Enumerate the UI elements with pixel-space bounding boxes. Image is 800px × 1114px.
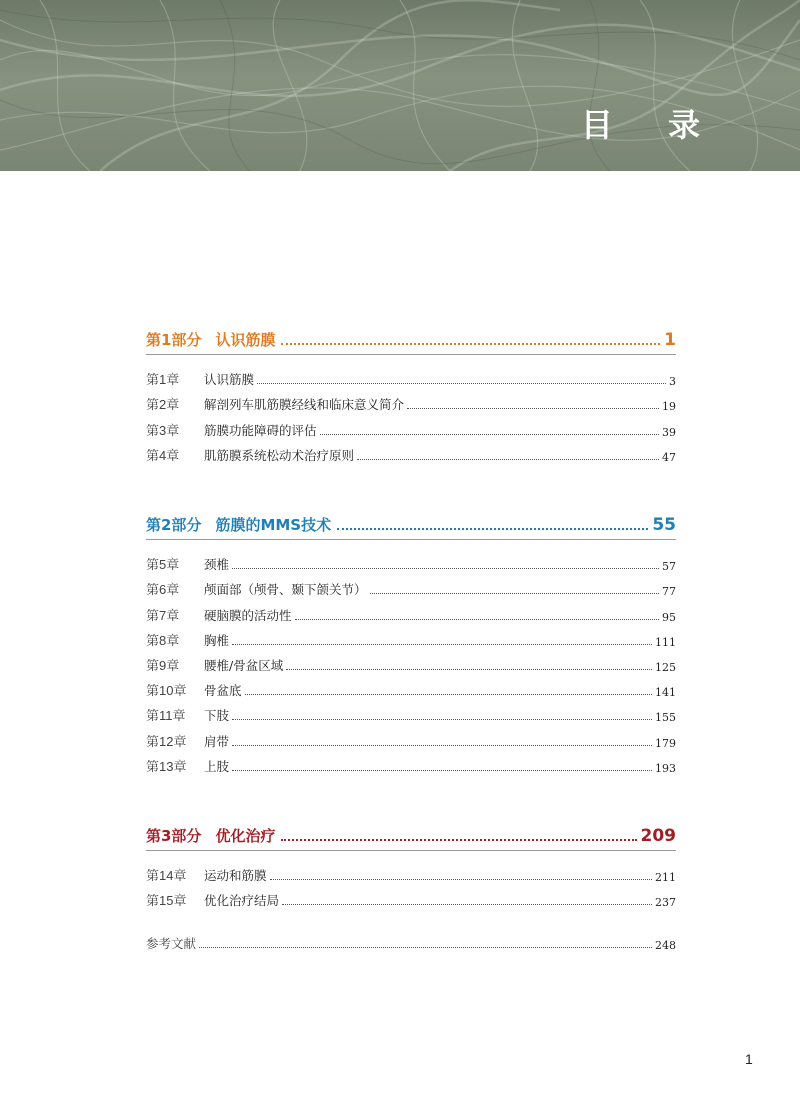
chapter-entry[interactable] [146,388,676,413]
chapter-number: 第11章 [146,708,186,724]
chapter-page: 193 [655,761,676,775]
leader-dots [270,879,652,880]
chapter-number: 第10章 [146,683,187,699]
chapter-title: 优化治疗结局 [204,893,280,909]
chapter-page: 211 [655,871,676,885]
chapter-title: 筋膜功能障碍的评估 [204,422,317,438]
chapter-title: 颈椎 [204,557,230,573]
part-2-section [146,507,676,775]
chapter-page: 141 [655,686,676,700]
chapter-page: 3 [669,375,676,389]
chapter-number: 第13章 [146,758,187,774]
chapter-title: 运动和筋膜 [204,868,267,884]
references-page: 248 [655,939,676,952]
chapter-number: 第1章 [146,372,180,388]
chapter-title: 上肢 [204,758,230,774]
chapter-page: 95 [662,610,676,624]
part-number: 第3部分 [146,827,202,845]
leader-dots [286,669,652,670]
leader-dots [281,839,636,841]
leader-dots [337,528,648,530]
divider [146,539,676,540]
part-heading[interactable] [146,507,676,535]
chapter-number: 第6章 [146,582,180,598]
chapter-entry[interactable] [146,859,676,884]
chapter-entry[interactable] [146,363,676,388]
chapter-title: 胸椎 [204,632,230,648]
chapter-number: 第9章 [146,657,180,673]
chapter-number: 第12章 [146,733,187,749]
page-title: 目 录 [580,106,722,144]
part-3-section [146,818,676,909]
leader-dots [407,408,659,409]
chapter-entry[interactable] [146,624,676,649]
chapter-number: 第2章 [146,397,180,413]
divider [146,354,676,355]
chapter-page: 77 [662,585,676,599]
leader-dots [232,644,652,645]
chapter-title: 肩带 [204,733,230,749]
references-entry[interactable] [146,930,676,952]
part-title: 认识筋膜 [215,331,276,349]
part-heading[interactable] [146,322,676,350]
leader-dots [281,343,660,345]
chapter-number: 第7章 [146,607,180,623]
chapter-page: 19 [662,400,676,414]
chapter-entry[interactable] [146,884,676,909]
part-title: 筋膜的MMS技术 [215,516,332,534]
leader-dots [257,383,666,384]
chapter-number: 第15章 [146,893,187,909]
chapter-entry[interactable] [146,548,676,573]
chapter-page: 179 [655,736,676,750]
leader-dots [295,619,659,620]
chapter-title: 硬脑膜的活动性 [204,607,292,623]
leader-dots [232,568,659,569]
chapter-page: 155 [655,711,676,725]
leader-dots [232,719,652,720]
chapter-page: 39 [662,425,676,439]
chapter-number: 第14章 [146,868,187,884]
leader-dots [232,770,652,771]
leader-dots [199,947,652,948]
chapter-entry[interactable] [146,699,676,724]
chapter-entry[interactable] [146,724,676,749]
chapter-entry[interactable] [146,750,676,775]
chapter-title: 下肢 [204,708,230,724]
leader-dots [357,459,659,460]
part-number: 第2部分 [146,516,202,534]
part-page: 55 [652,515,676,535]
chapter-title: 腰椎/骨盆区域 [204,657,284,673]
part-page: 1 [664,330,676,350]
part-1-section [146,322,676,464]
chapter-number: 第5章 [146,557,180,573]
leader-dots [370,593,659,594]
chapter-entry[interactable] [146,598,676,623]
chapter-title: 解剖列车肌筋膜经线和临床意义简介 [204,397,405,413]
chapter-entry[interactable] [146,413,676,438]
chapter-title: 肌筋膜系统松动术治疗原则 [204,447,355,463]
chapter-number: 第3章 [146,422,180,438]
references-title: 参考文献 [146,937,197,951]
chapter-page: 125 [655,660,676,674]
chapter-title: 骨盆底 [204,683,242,699]
chapter-title: 认识筋膜 [204,372,255,388]
header-banner [0,0,800,171]
chapter-number: 第8章 [146,632,180,648]
leader-dots [282,904,652,905]
leader-dots [320,434,659,435]
chapter-entry[interactable] [146,439,676,464]
chapter-entry[interactable] [146,674,676,699]
chapter-number: 第4章 [146,447,180,463]
leader-dots [232,745,652,746]
leader-dots [245,694,652,695]
part-heading[interactable] [146,818,676,846]
chapter-title: 颅面部（颅骨、颞下颌关节） [204,582,367,598]
part-number: 第1部分 [146,331,202,349]
chapter-page: 237 [655,896,676,910]
chapter-page: 57 [662,560,676,574]
divider [146,850,676,851]
part-page: 209 [640,826,676,846]
chapter-entry[interactable] [146,649,676,674]
chapter-page: 111 [655,635,676,649]
page-number: 1 [745,1051,753,1067]
part-title: 优化治疗 [215,827,276,845]
chapter-page: 47 [662,450,676,464]
chapter-entry[interactable] [146,573,676,598]
